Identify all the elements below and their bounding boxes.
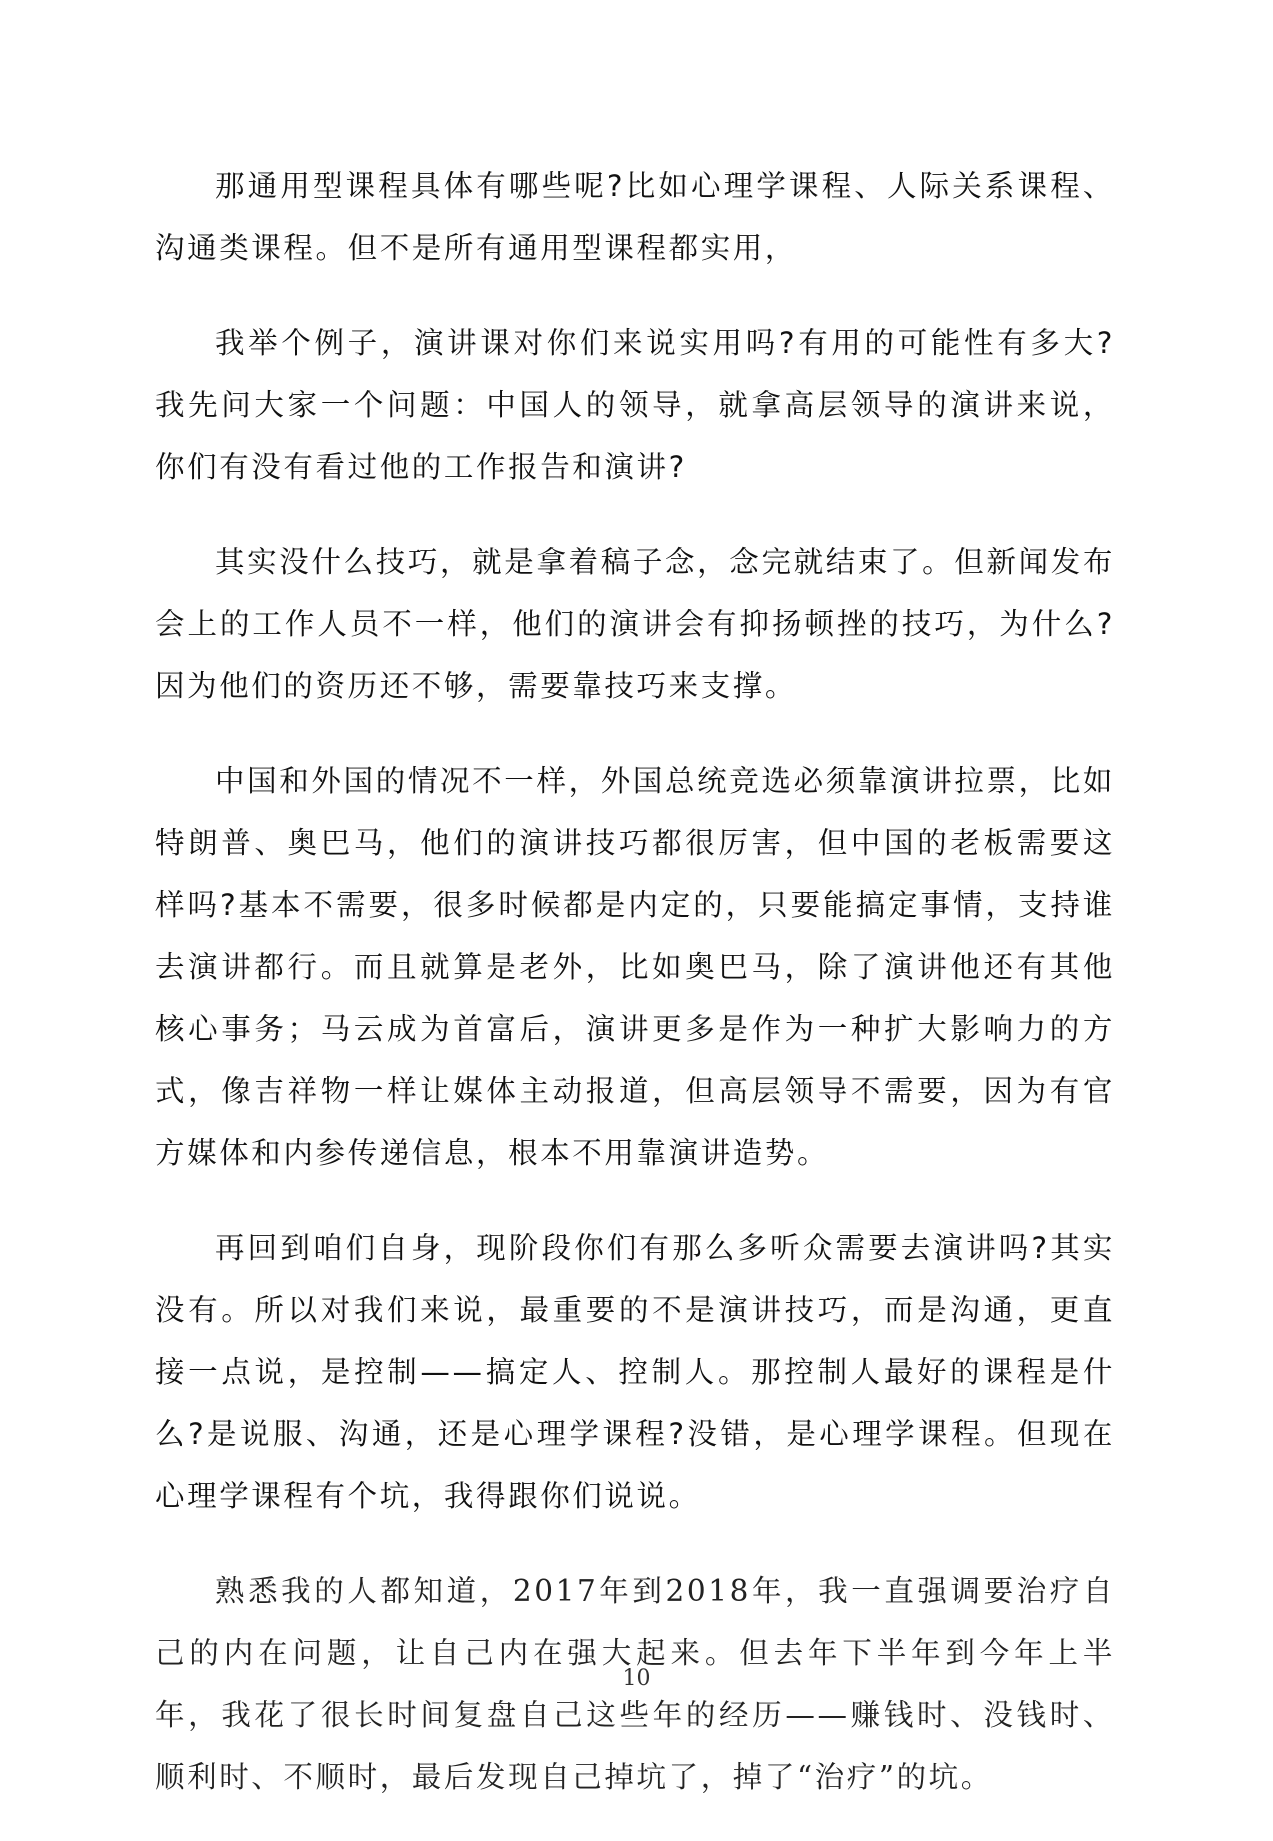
page-number: 10 <box>622 1666 651 1691</box>
paragraph-5: 再回到咱们自身，现阶段你们有那么多听众需要去演讲吗?其实没有。所以对我们来说，最重要的不是演讲技巧，而是沟通，更直接一点说，是控制——搞定人、控制人。那控制人最好的课程是什么?是说服、沟通，还是心理学课程?没错，是心理学课程。但现在心理学课程有个坑，我得跟你们说说。 <box>155 1231 1115 1513</box>
paragraph-2: 我举个例子，演讲课对你们来说实用吗?有用的可能性有多大?我先问大家一个问题：中国人的领导，就拿高层领导的演讲来说，你们有没有看过他的工作报告和演讲? <box>155 326 1115 484</box>
paragraph-6: 熟悉我的人都知道，2017年到2018年，我一直强调要治疗自己的内在问题，让自己内在强大起来。但去年下半年到今年上半年，我花了很长时间复盘自己这些年的经历——赚钱时、没钱时、顺利时、不顺时，最后发现自己掉坑了，掉了“治疗”的坑。 <box>155 1574 1115 1794</box>
paragraph-4: 中国和外国的情况不一样，外国总统竞选必须靠演讲拉票，比如特朗普、奥巴马，他们的演讲技巧都很厉害，但中国的老板需要这样吗?基本不需要，很多时候都是内定的，只要能搞定事情，支持谁去演讲都行。而且就算是老外，比如奥巴马，除了演讲他还有其他核心事务；马云成为首富后，演讲更多是作为一种扩大影响力的方式，像吉祥物一样让媒体主动报道，但高层领导不需要，因为有官方媒体和内参传递信息，根本不用靠演讲造势。 <box>155 764 1115 1170</box>
paragraph-3: 其实没什么技巧，就是拿着稿子念，念完就结束了。但新闻发布会上的工作人员不一样，他们的演讲会有抑扬顿挫的技巧，为什么?因为他们的资历还不够，需要靠技巧来支撑。 <box>155 545 1115 703</box>
paragraph-1: 那通用型课程具体有哪些呢?比如心理学课程、人际关系课程、沟通类课程。但不是所有通用型课程都实用， <box>155 169 1115 265</box>
document-body <box>155 155 1115 1841</box>
